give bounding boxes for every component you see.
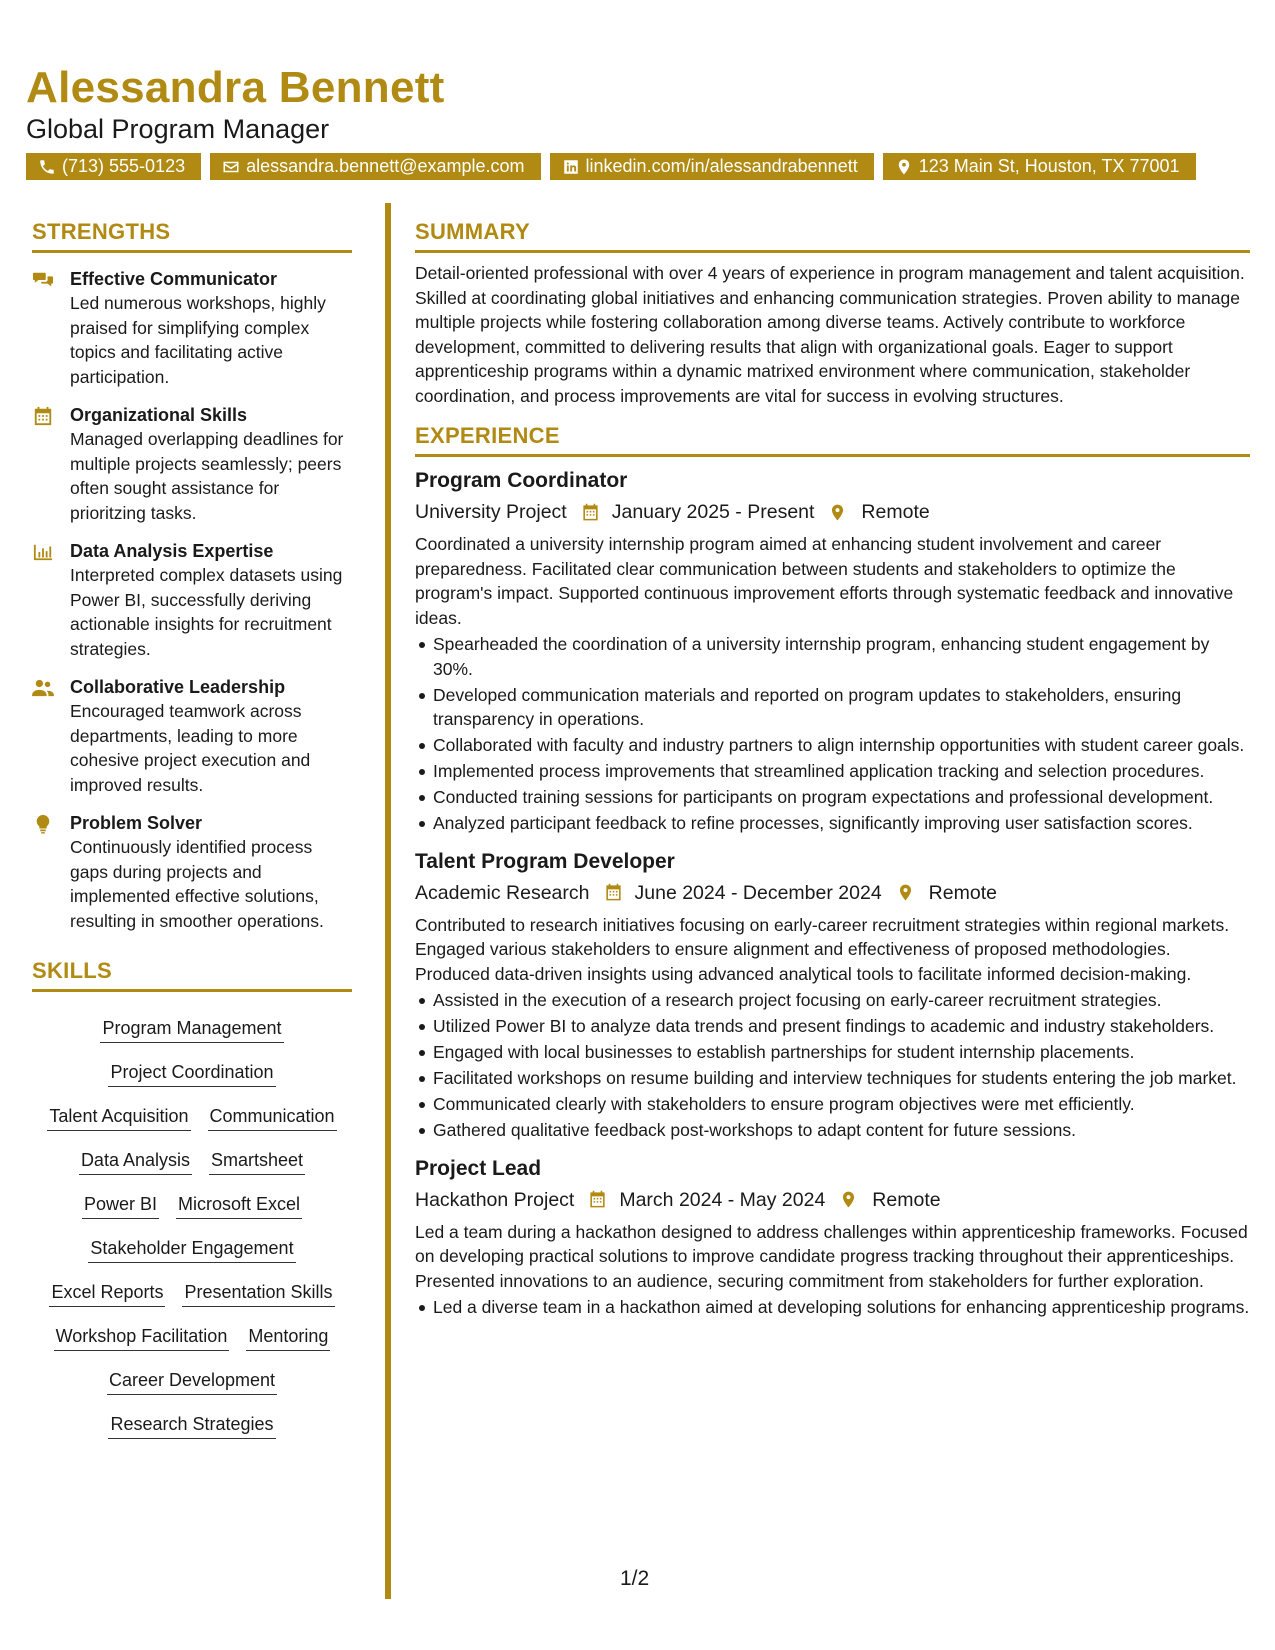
contact-email-text: alessandra.bennett@example.com [246, 156, 525, 176]
linkedin-icon [562, 158, 580, 176]
strengths-heading: STRENGTHS [32, 218, 352, 253]
column-divider [385, 203, 391, 1599]
location-pin-icon [896, 883, 915, 902]
job-entry [415, 1155, 1250, 1320]
candidate-name: Alessandra Bennett [26, 63, 445, 112]
skill-tag: Smartsheet [209, 1148, 305, 1175]
strength-text: Led numerous workshops, highly praised for simplifying complex topics and facilitating active participation. [70, 293, 326, 387]
skill-tag: Workshop Facilitation [54, 1324, 230, 1351]
bar-chart-icon [32, 542, 54, 562]
calendar-icon [588, 1190, 607, 1209]
job-bullets [415, 632, 1250, 836]
skill-tag: Mentoring [246, 1324, 330, 1351]
location-pin-icon [895, 158, 913, 176]
job-bullet: Implemented process improvements that streamlined application tracking and selection procedures. [433, 759, 1250, 784]
calendar-icon [32, 406, 54, 426]
job-description: Led a team during a hackathon designed to address challenges within apprenticeship frameworks. Focused on developing practical solutions to improve candidate progress tracking throughout their apprenticeships. Presented innovations to an audience, securing commitment from stakeholders for further exploration. [415, 1221, 1248, 1291]
job-title: Project Lead [415, 1156, 542, 1180]
calendar-icon [581, 503, 600, 522]
experience-heading: EXPERIENCE [415, 422, 1250, 457]
job-bullet: Spearheaded the coordination of a university internship program, enhancing student engagement by 30%. [433, 632, 1250, 681]
job-location: Remote [928, 881, 997, 904]
job-entry [415, 467, 1250, 836]
strength-text: Interpreted complex datasets using Power BI, successfully deriving actionable insights for recruitment strategies. [70, 565, 343, 659]
job-location: Remote [872, 1188, 941, 1211]
right-column [415, 218, 1250, 1321]
job-bullet: Communicated clearly with stakeholders to ensure program objectives were met efficiently. [433, 1092, 1250, 1117]
job-bullet: Engaged with local businesses to establish partnerships for student internship placements. [433, 1040, 1250, 1065]
skill-tag: Stakeholder Engagement [88, 1236, 295, 1263]
job-bullet: Assisted in the execution of a research project focusing on early-career recruitment strategies. [433, 988, 1250, 1013]
calendar-icon [604, 883, 623, 902]
job-org: University Project [415, 501, 567, 523]
job-dates: March 2024 - May 2024 [619, 1188, 826, 1211]
summary-text: Detail-oriented professional with over 4 years of experience in program management and talent acquisition. Skilled at coordinating global initiatives and enhancing communication strategies. Proven ability to manage multiple projects while fostering collaboration among diverse teams. Actively contribute to workforce development, committed to delivering results that align with organizational goals. Eager to support apprenticeship programs within a dynamic matrixed environment where communication, stakeholder coordination, and process improvements are vital for success in evolving structures. [415, 263, 1245, 406]
job-description: Contributed to research initiatives focusing on early-career recruitment strategies within regional markets. Engaged various stakeholders to ensure alignment and effectiveness of proposed methodologies. Produced data-driven insights using advanced analytical tools to facilitate informed decision-making. [415, 914, 1230, 984]
job-meta [415, 879, 1250, 907]
skills-list [32, 1002, 352, 1442]
job-bullets [415, 988, 1250, 1143]
strength-title: Problem Solver [70, 813, 203, 833]
skill-tag: Excel Reports [49, 1280, 165, 1307]
skill-tag: Research Strategies [108, 1412, 275, 1439]
job-bullet: Led a diverse team in a hackathon aimed at developing solutions for enhancing apprenticeship programs. [433, 1295, 1250, 1320]
skill-tag: Career Development [107, 1368, 277, 1395]
lightbulb-icon [32, 814, 54, 834]
job-bullet: Collaborated with faculty and industry partners to align internship opportunities with student career goals. [433, 733, 1250, 758]
strength-text: Managed overlapping deadlines for multiple projects seamlessly; peers often sought assistance for prioritzing tasks. [70, 429, 344, 523]
job-title: Program Coordinator [415, 469, 628, 492]
page-number: 1/2 [620, 1567, 650, 1590]
summary-heading: SUMMARY [415, 218, 1250, 253]
users-icon [32, 678, 54, 698]
skill-tag: Communication [208, 1104, 337, 1131]
strength-title: Organizational Skills [70, 405, 248, 425]
envelope-icon [222, 158, 240, 176]
job-description: Coordinated a university internship program aimed at enhancing student involvement and career preparedness. Facilitated clear communication between students and stakeholders to optimize the program's impact. Supported continuous improvement efforts through systematic feedback and innovative ideas. [415, 534, 1234, 628]
job-bullet: Conducted training sessions for participants on program expectations and professional development. [433, 785, 1250, 810]
strength-item [32, 267, 352, 389]
contact-email[interactable] [210, 153, 540, 180]
left-column [32, 218, 352, 1442]
contact-phone[interactable] [26, 153, 201, 180]
job-title: Talent Program Developer [415, 849, 675, 873]
skill-tag: Program Management [100, 1016, 283, 1043]
skill-tag: Project Coordination [108, 1060, 275, 1087]
job-location: Remote [861, 501, 930, 523]
candidate-title: Global Program Manager [26, 114, 330, 144]
strength-item [32, 811, 352, 933]
skill-tag: Presentation Skills [182, 1280, 334, 1307]
job-entry [415, 848, 1250, 1143]
job-bullet: Gathered qualitative feedback post-workshops to adapt content for future sessions. [433, 1118, 1250, 1143]
strength-title: Data Analysis Expertise [70, 541, 274, 561]
skill-tag: Power BI [82, 1192, 159, 1219]
job-meta [415, 498, 1250, 526]
location-pin-icon [839, 1190, 858, 1209]
contact-linkedin-text: linkedin.com/in/alessandrabennett [585, 156, 858, 176]
job-meta [415, 1186, 1250, 1214]
chat-bubbles-icon [32, 270, 54, 290]
phone-icon [38, 158, 56, 176]
contact-bar [26, 153, 1196, 180]
job-bullet: Analyzed participant feedback to refine processes, significantly improving user satisfaction scores. [433, 811, 1250, 836]
strength-item [32, 675, 352, 797]
job-bullets [415, 1295, 1250, 1320]
skill-tag: Talent Acquisition [47, 1104, 190, 1131]
skills-heading: SKILLS [32, 957, 352, 992]
job-org: Academic Research [415, 881, 590, 904]
strength-title: Effective Communicator [70, 269, 278, 289]
contact-address [883, 153, 1196, 180]
skill-tag: Microsoft Excel [176, 1192, 302, 1219]
job-org: Hackathon Project [415, 1188, 575, 1211]
contact-address-text: 123 Main St, Houston, TX 77001 [918, 156, 1180, 176]
strength-text: Encouraged teamwork across departments, leading to more cohesive project execution and improved results. [70, 701, 311, 795]
contact-phone-text: (713) 555-0123 [62, 156, 186, 176]
job-dates: June 2024 - December 2024 [634, 881, 882, 904]
strength-text: Continuously identified process gaps during projects and implemented effective solutions, resulting in smoother operations. [70, 837, 324, 931]
contact-linkedin[interactable] [550, 153, 874, 180]
job-bullet: Utilized Power BI to analyze data trends and present findings to academic and industry stakeholders. [433, 1014, 1250, 1039]
skill-tag: Data Analysis [79, 1148, 192, 1175]
job-bullet: Facilitated workshops on resume building and interview techniques for students entering the job market. [433, 1066, 1250, 1091]
strength-item [32, 403, 352, 525]
job-bullet: Developed communication materials and reported on program updates to stakeholders, ensuring transparency in operations. [433, 683, 1250, 732]
job-dates: January 2025 - Present [611, 501, 815, 523]
strength-title: Collaborative Leadership [70, 677, 286, 697]
location-pin-icon [828, 503, 847, 522]
strength-item [32, 539, 352, 661]
